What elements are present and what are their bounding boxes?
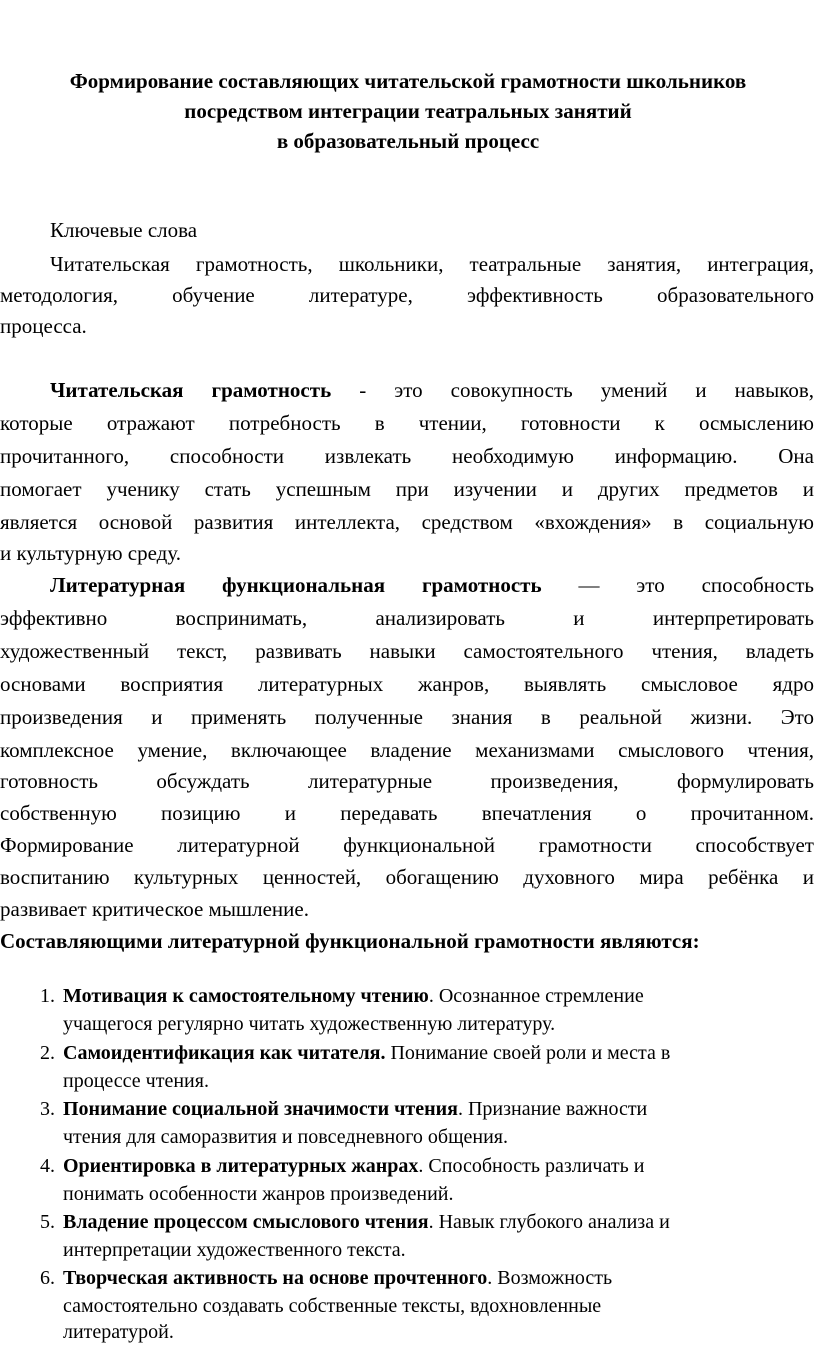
para1-line-2: которые отражают потребность в чтении, готовности к осмыслению (0, 411, 814, 435)
title-line-3: в образовательный процесс (276, 129, 540, 153)
list-item-text: Понимание своей роли и места в (385, 1042, 671, 1064)
list-item-text: . Навык глубокого анализа и (428, 1211, 670, 1233)
components-heading: Составляющими литературной функциональной грамотности являются: (0, 929, 700, 953)
para1-line-1 (50, 375, 814, 405)
para1-line-6: и культурную среду. (0, 541, 182, 565)
list-item-title: Владение процессом смыслового чтения (63, 1211, 429, 1233)
para2-line-7: готовность обсуждать литературные произведения, формулировать (0, 769, 814, 793)
title-line-2: посредством интеграции театральных занятий (184, 99, 632, 123)
para1-term: Читательская грамотность (50, 378, 332, 402)
list-item-line-3: литературой. (63, 1321, 174, 1343)
list-item-title: Ориентировка в литературных жанрах (63, 1155, 419, 1177)
list-item-number: 3. (40, 1098, 55, 1120)
list-item-number: 4. (40, 1155, 55, 1177)
document-title (0, 66, 816, 156)
list-item-line-1 (63, 1039, 670, 1067)
keywords-line-3: процесса. (0, 314, 87, 338)
list-item-line-2: процессе чтения. (63, 1070, 209, 1092)
list-item-text: . Признание важности (457, 1098, 648, 1120)
title-line-1: Формирование составляющих читательской грамотности школьников (69, 69, 747, 93)
para2-line-11: развивает критическое мышление. (0, 897, 309, 921)
keywords-heading: Ключевые слова (50, 218, 198, 242)
para1-line-5: является основой развития интеллекта, средством «вхождения» в социальную (0, 510, 814, 534)
para1-line-3: прочитанного, способности извлекать необходимую информацию. Она (0, 444, 814, 468)
list-item-number: 5. (40, 1211, 55, 1233)
para2-line-1 (50, 570, 814, 600)
list-item-title: Понимание социальной значимости чтения (63, 1098, 458, 1120)
para1-line-4: помогает ученику стать успешным при изучении и других предметов и (0, 477, 814, 501)
list-item-title: Мотивация к самостоятельному чтению (63, 985, 429, 1007)
para2-line-4: основами восприятия литературных жанров, выявлять смысловое ядро (0, 672, 814, 696)
list-item-line-1 (63, 1152, 644, 1180)
para2-line-9: Формирование литературной функциональной грамотности способствует (0, 833, 814, 857)
list-item-line-2: чтения для саморазвития и повседневного общения. (63, 1126, 508, 1148)
para2-line-2: эффективно воспринимать, анализировать и интерпретировать (0, 606, 814, 630)
list-item-text: . Осознанное стремление (428, 985, 644, 1007)
para2-line-3: художественный текст, развивать навыки самостоятельного чтения, владеть (0, 639, 814, 663)
list-item-line-1 (63, 1095, 647, 1123)
list-item-line-1 (63, 1208, 670, 1236)
list-item-line-2: учащегося регулярно читать художественную литературу. (63, 1013, 556, 1035)
list-item-line-1 (63, 982, 644, 1010)
para2-line-6: комплексное умение, включающее владение механизмами смыслового чтения, (0, 738, 814, 762)
para2-term: Литературная функциональная грамотность (50, 573, 542, 597)
list-item-number: 6. (40, 1267, 55, 1289)
keywords-line-1: Читательская грамотность, школьники, театральные занятия, интеграция, (50, 252, 814, 276)
list-item-number: 2. (40, 1042, 55, 1064)
para2-line-10: воспитанию культурных ценностей, обогащению духовного мира ребёнка и (0, 865, 814, 889)
list-item-number: 1. (40, 985, 55, 1007)
para2-line-8: собственную позицию и передавать впечатления о прочитанном. (0, 801, 814, 825)
list-item-title: Творческая активность на основе прочтенного (63, 1267, 488, 1289)
keywords-line-2: методология, обучение литературе, эффективность образовательного (0, 283, 814, 307)
list-item-line-2: понимать особенности жанров произведений. (63, 1183, 454, 1205)
list-item-title: Самоидентификация как читателя. (63, 1042, 386, 1064)
para2-line-5: произведения и применять полученные знания в реальной жизни. Это (0, 705, 814, 729)
list-item-text: . Способность различать и (418, 1155, 645, 1177)
list-item-text: . Возможность (487, 1267, 613, 1289)
para2-line-1-rest: — это способность (541, 573, 814, 597)
list-item-line-2: самостоятельно создавать собственные тексты, вдохновленные (63, 1295, 602, 1317)
para1-line-1-rest: - это совокупность умений и навыков, (331, 378, 814, 402)
list-item-line-2: интерпретации художественного текста. (63, 1239, 406, 1261)
list-item-line-1 (63, 1264, 612, 1292)
